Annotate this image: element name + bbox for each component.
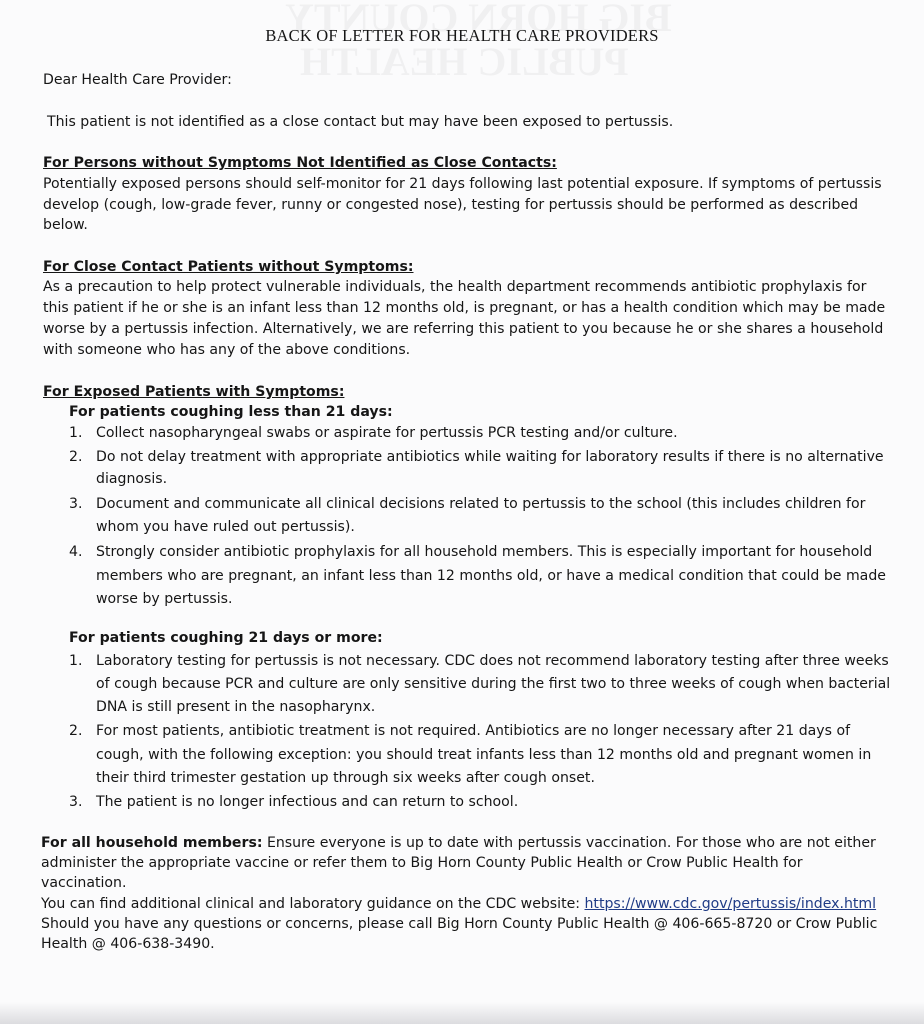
page-bottom-edge (0, 1002, 924, 1024)
household-members-line: vaccination. (41, 875, 127, 891)
salutation: Dear Health Care Provider: (43, 72, 232, 88)
list-number: 4. (69, 544, 83, 560)
contact-line: Health @ 406-638-3490. (41, 936, 215, 952)
cdc-website-link[interactable]: https://www.cdc.gov/pertussis/index.html (584, 896, 877, 912)
list-item-line: whom you have ruled out pertussis). (96, 519, 355, 535)
section-heading-with-symptoms: For Exposed Patients with Symptoms: (43, 384, 345, 400)
subheading-less-than-21-days: For patients coughing less than 21 days: (69, 404, 393, 420)
cdc-guidance-line (41, 894, 876, 914)
list-item-line: Document and communicate all clinical decisions related to pertussis to the school (this includes children for (96, 496, 866, 512)
section-text-line: this patient if he or she is an infant less than 12 months old, is pregnant, or has a health condition which may be made (43, 300, 886, 316)
list-number: 3. (69, 496, 83, 512)
household-members-paragraph (41, 833, 876, 853)
list-item-line: worse by pertussis. (96, 591, 233, 607)
list-item-line: of cough because PCR and culture are only sensitive during the first two to three weeks of cough when bacterial (96, 676, 891, 692)
list-item-line: Collect nasopharyngeal swabs or aspirate for pertussis PCR testing and/or culture. (96, 425, 678, 441)
section-heading-no-symptoms-not-close: For Persons without Symptoms Not Identified as Close Contacts: (43, 155, 557, 171)
household-members-label: For all household members: (41, 835, 263, 851)
list-number: 1. (69, 653, 83, 669)
subheading-21-days-or-more: For patients coughing 21 days or more: (69, 630, 383, 646)
list-item-line: their third trimester gestation up through six weeks after cough onset. (96, 770, 595, 786)
section-text-line: As a precaution to help protect vulnerable individuals, the health department recommends antibiotic prophylaxis for (43, 279, 867, 295)
list-number: 3. (69, 794, 83, 810)
section-heading-close-contact: For Close Contact Patients without Symptoms: (43, 259, 414, 275)
section-text-line: worse by a pertussis infection. Alternatively, we are referring this patient to you because he or she shares a household (43, 321, 884, 337)
section-text-line: Potentially exposed persons should self-monitor for 21 days following last potential exposure. If symptoms of pertussis (43, 176, 882, 192)
section-text-line: develop (cough, low-grade fever, runny or congested nose), testing for pertussis should be performed as described (43, 197, 859, 213)
cdc-guidance-text: You can find additional clinical and laboratory guidance on the CDC website: (41, 896, 585, 912)
list-item-line: cough, with the following exception: you should treat infants less than 12 months old and pregnant women in (96, 747, 872, 763)
list-number: 2. (69, 723, 83, 739)
section-text-line: below. (43, 217, 88, 233)
page-title: BACK OF LETTER FOR HEALTH CARE PROVIDERS (265, 26, 659, 45)
list-item-line: For most patients, antibiotic treatment is not required. Antibiotics are no longer necessary after 21 days of (96, 723, 851, 739)
household-members-text: Ensure everyone is up to date with pertussis vaccination. For those who are not either (262, 835, 876, 851)
list-item-line: members who are pregnant, an infant less than 12 months old, or have a medical condition that could be made (96, 568, 886, 584)
list-item-line: Strongly consider antibiotic prophylaxis for all household members. This is especially important for household (96, 544, 873, 560)
list-item-line: The patient is no longer infectious and can return to school. (96, 794, 519, 810)
section-text-line: with someone who has any of the above conditions. (43, 342, 411, 358)
list-item-line: DNA is still present in the nasopharynx. (96, 699, 376, 715)
list-item-line: diagnosis. (96, 471, 168, 487)
intro-paragraph: This patient is not identified as a close contact but may have been exposed to pertussis. (47, 114, 674, 130)
list-number: 1. (69, 425, 83, 441)
contact-line: Should you have any questions or concerns, please call Big Horn County Public Health @ 406-665-8720 or Crow Public (41, 916, 878, 932)
list-number: 2. (69, 449, 83, 465)
list-item-line: Do not delay treatment with appropriate antibiotics while waiting for laboratory results if there is no alternative (96, 449, 884, 465)
household-members-line: administer the appropriate vaccine or refer them to Big Horn County Public Health or Crow Public Health for (41, 855, 803, 871)
list-item-line: Laboratory testing for pertussis is not necessary. CDC does not recommend laboratory testing after three weeks (96, 653, 889, 669)
